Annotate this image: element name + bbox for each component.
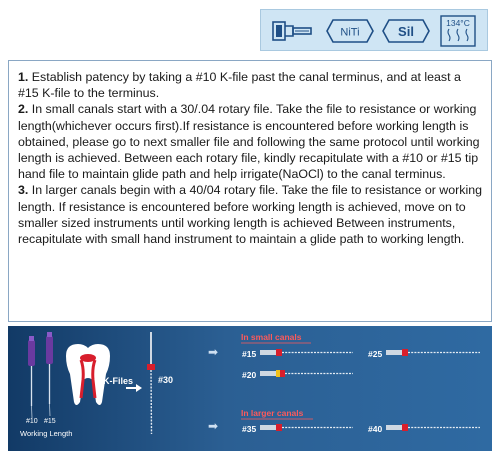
sil-badge-icon — [381, 16, 431, 46]
kfiles-label: K-Files — [103, 376, 134, 386]
instructions-box — [8, 60, 492, 322]
rotary-file-30-icon — [147, 332, 155, 434]
feature-icon-strip — [260, 9, 488, 51]
sil-label: Sil — [398, 24, 414, 39]
niti-badge-icon — [325, 16, 375, 46]
step-number: 2. — [18, 102, 29, 117]
rotary-file-40-icon — [386, 424, 480, 431]
niti-label: NiTi — [340, 26, 360, 39]
working-length-label: Working Length — [20, 429, 73, 438]
instruction-step-2 — [18, 101, 483, 182]
rotary-file-15-icon — [260, 349, 353, 356]
step-number: 3. — [18, 183, 29, 198]
rotary-file-25-icon — [386, 349, 480, 356]
rotary-file-20-icon — [260, 370, 353, 377]
hand-file-label-15: #15 — [44, 418, 56, 425]
instruction-step-1 — [18, 69, 483, 101]
file-sequence-diagram — [8, 326, 492, 451]
instrument-handle-icon — [271, 16, 317, 46]
step-text: In larger canals begin with a 40/04 rotary file. Take the file to resistance or working length. If resistance is encountered before working length is achieved, move on to smaller sized instruments until working length is achieved Between instruments, recapitulate with small hand instrument to maintain a glide path to working length. — [18, 183, 482, 247]
step-number: 1. — [18, 70, 29, 84]
arrow-head-icon — [136, 384, 142, 392]
sterilization-temperature-icon — [439, 14, 477, 48]
small-canals-heading: In small canals — [241, 332, 302, 342]
flow-arrow-icon: ➡ — [208, 419, 219, 433]
larger-canals-heading: In larger canals — [241, 408, 304, 418]
file-label-15: #15 — [242, 349, 257, 359]
flow-arrow-icon: ➡ — [208, 345, 219, 359]
file-label-35: #35 — [242, 424, 257, 434]
tooth-icon — [66, 344, 110, 405]
file-label-40: #40 — [368, 424, 383, 434]
instruction-step-3 — [18, 182, 483, 247]
step-text: In small canals start with a 30/.04 rotary file. Take the file to resistance or working length(whichever occurs first).If resistance is encountered before working length is obtained, please go to next smaller file and following the same protocol until working length is achieved. Between each rotary file, kindly recapitulate with a #10 or #15 tip hand file to maintain glide path and help irrigate(NaOCl) to the canal terminus. — [18, 102, 480, 182]
hand-file-label-10: #10 — [26, 418, 38, 425]
rotary-file-35-icon — [260, 424, 353, 431]
temperature-label: 134°C — [446, 18, 470, 28]
file-label-25: #25 — [368, 349, 383, 359]
step-text: Establish patency by taking a #10 K-file past the canal terminus, and at least a #15 K-file to the terminus. — [18, 70, 461, 101]
hand-file-15-icon — [46, 332, 53, 416]
file-label-20: #20 — [242, 370, 257, 380]
start-file-label: #30 — [158, 375, 174, 385]
hand-file-10-icon — [28, 336, 35, 418]
